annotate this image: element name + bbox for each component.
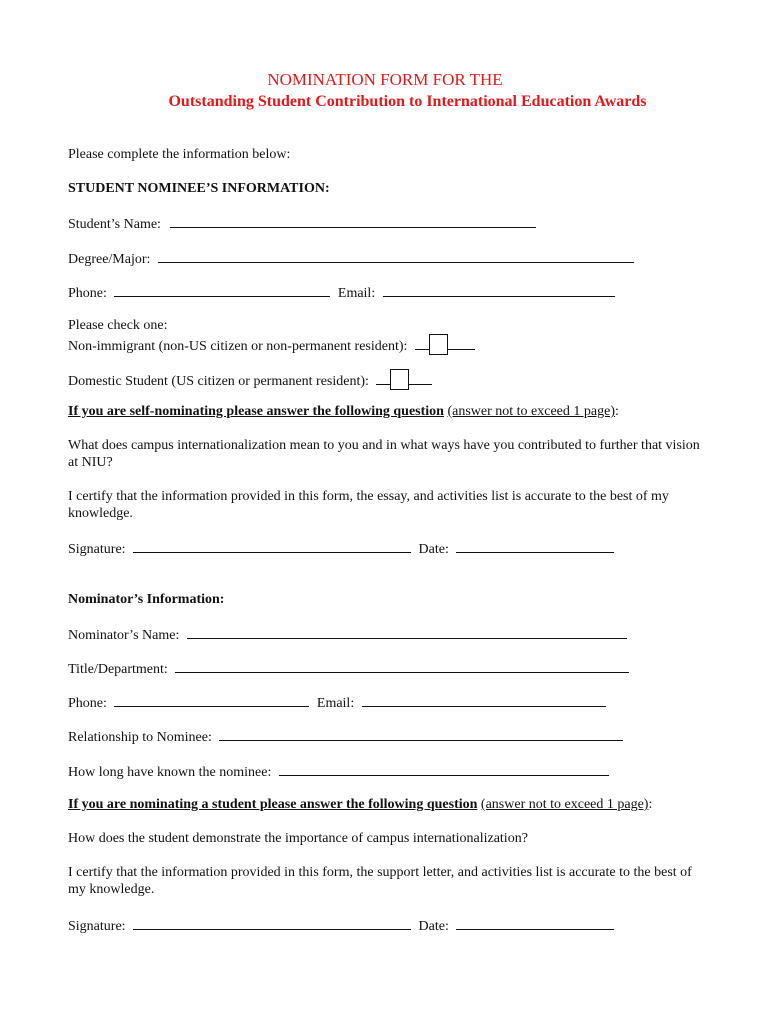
domestic-label: Domestic Student (US citizen or permanent resident):	[68, 374, 369, 389]
domestic-line-right	[408, 371, 432, 385]
student-email-field[interactable]	[383, 283, 615, 297]
non-immigrant-label: Non-immigrant (non-US citizen or non-permanent resident):	[68, 339, 408, 354]
student-contact-row	[68, 283, 615, 302]
nominating-note: (answer not to exceed 1 page)	[480, 797, 649, 812]
intro-text: Please complete the information below:	[68, 147, 291, 162]
nominator-email-field[interactable]	[362, 693, 606, 707]
form-title: NOMINATION FORM FOR THE	[267, 70, 503, 89]
self-nomination-colon: :	[615, 404, 619, 419]
nominator-signature-row	[68, 916, 614, 935]
self-nomination-note: (answer not to exceed 1 page)	[447, 404, 615, 419]
nominator-signature-field[interactable]	[133, 916, 411, 930]
how-long-field[interactable]	[279, 762, 609, 776]
relationship-row	[68, 727, 623, 746]
nominator-phone-field[interactable]	[114, 693, 309, 707]
nominator-name-label: Nominator’s Name:	[68, 628, 180, 643]
domestic-line-left	[376, 371, 391, 385]
self-nomination-instruction	[68, 403, 619, 420]
student-phone-label: Phone:	[68, 286, 107, 301]
nominating-bold: If you are nominating a student please answer the following question	[68, 797, 478, 812]
degree-row	[68, 249, 634, 268]
title-dept-row	[68, 659, 629, 678]
degree-field[interactable]	[158, 249, 634, 263]
form-subtitle: Outstanding Student Contribution to International Education Awards	[168, 93, 647, 110]
nominator-name-field[interactable]	[187, 625, 627, 639]
nominating-colon: :	[648, 797, 653, 812]
nominator-signature-label: Signature:	[68, 919, 126, 934]
student-email-label: Email:	[337, 286, 376, 301]
self-question: What does campus internationalization mean to you and in what ways have you contributed to further that vision at NIU?	[68, 438, 700, 470]
nominating-instruction	[68, 796, 652, 813]
self-date-field[interactable]	[456, 539, 614, 553]
self-signature-field[interactable]	[133, 539, 411, 553]
degree-label: Degree/Major:	[68, 252, 151, 267]
student-phone-field[interactable]	[114, 283, 330, 297]
nominator-question: How does the student demonstrate the importance of campus internationalization?	[68, 831, 528, 846]
self-signature-row	[68, 539, 614, 558]
check-one-label: Please check one:	[68, 318, 168, 333]
non-immigrant-checkbox[interactable]	[429, 334, 448, 355]
student-name-row	[68, 214, 536, 233]
nominator-name-row	[68, 625, 627, 644]
nominator-date-label: Date:	[418, 919, 449, 934]
student-name-field[interactable]	[170, 214, 536, 228]
title-dept-field[interactable]	[175, 659, 629, 673]
nominator-phone-label: Phone:	[68, 696, 107, 711]
self-date-label: Date:	[418, 542, 449, 557]
nominator-certify-text: I certify that the information provided in this form, the support letter, and activities list is accurate to the best of my knowledge.	[68, 865, 692, 897]
non-immigrant-row	[68, 334, 475, 355]
title-dept-label: Title/Department:	[68, 662, 168, 677]
nominator-date-field[interactable]	[456, 916, 614, 930]
how-long-row	[68, 762, 609, 781]
domestic-checkbox[interactable]	[390, 369, 409, 390]
relationship-label: Relationship to Nominee:	[68, 730, 212, 745]
student-section-heading: STUDENT NOMINEE’S INFORMATION:	[68, 181, 330, 196]
nominator-email-label: Email:	[316, 696, 355, 711]
domestic-row	[68, 369, 432, 390]
self-certify-text: I certify that the information provided in this form, the essay, and activities list is accurate to the best of my knowledge.	[68, 489, 669, 521]
relationship-field[interactable]	[219, 727, 623, 741]
self-signature-label: Signature:	[68, 542, 126, 557]
nominator-heading: Nominator’s Information:	[68, 592, 225, 607]
non-immigrant-line-right	[447, 336, 475, 350]
nominator-contact-row	[68, 693, 606, 712]
non-immigrant-line-left	[415, 336, 430, 350]
self-nomination-bold: If you are self-nominating please answer the following question	[68, 404, 444, 419]
how-long-label: How long have known the nominee:	[68, 765, 272, 780]
student-name-label: Student’s Name:	[68, 217, 161, 232]
